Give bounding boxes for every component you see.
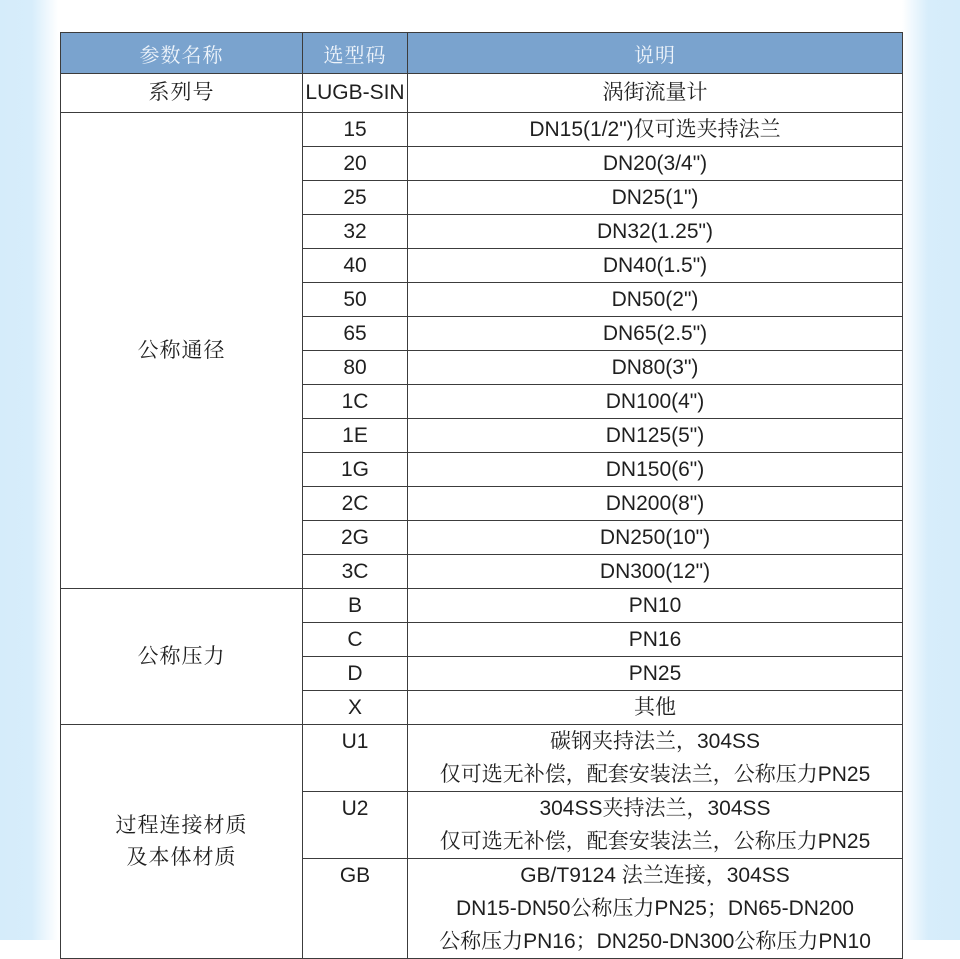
param-group-cell xyxy=(61,589,303,725)
description-cell xyxy=(408,487,903,521)
selection-code-value: 15 xyxy=(343,118,367,141)
description-cell xyxy=(408,691,903,725)
description-line: 其他 xyxy=(634,696,676,719)
selection-code-cell xyxy=(303,589,408,623)
header-description: 说明 xyxy=(408,33,903,74)
param-group-label: 公称通径 xyxy=(137,338,226,362)
selection-code-value: 1G xyxy=(340,458,369,481)
selection-code-value: 2C xyxy=(341,492,369,515)
selection-code-cell xyxy=(303,453,408,487)
param-group-cell xyxy=(61,74,303,113)
description-line: DN125(5") xyxy=(605,424,705,447)
param-group-label: 系列号 xyxy=(148,81,215,104)
description-line: DN15-DN50公称压力PN25；DN65-DN200 xyxy=(456,897,854,920)
description-cell xyxy=(408,657,903,691)
param-group-label: 公称压力 xyxy=(137,644,226,668)
description-line: GB/T9124 法兰连接，304SS xyxy=(520,864,790,887)
selection-code-value: D xyxy=(347,662,363,685)
selection-code-cell xyxy=(303,521,408,555)
selection-code-cell xyxy=(303,691,408,725)
header-selection-code: 选型码 xyxy=(303,33,408,74)
description-cell xyxy=(408,74,903,113)
description-line: 公称压力PN16；DN250-DN300公称压力PN10 xyxy=(439,930,871,953)
description-cell xyxy=(408,385,903,419)
selection-code-value: U2 xyxy=(341,797,369,820)
selection-code-cell xyxy=(303,74,408,113)
selection-code-cell xyxy=(303,555,408,589)
description-line: DN20(3/4") xyxy=(602,152,708,175)
description-line: DN32(1.25") xyxy=(596,220,713,243)
selection-code-cell xyxy=(303,215,408,249)
table-row xyxy=(61,725,903,792)
selection-code-cell xyxy=(303,623,408,657)
selection-code-value: 40 xyxy=(343,254,367,277)
selection-code-value: 32 xyxy=(343,220,367,243)
selection-code-cell xyxy=(303,859,408,959)
description-cell xyxy=(408,215,903,249)
description-line: DN200(8") xyxy=(605,492,705,515)
description-cell xyxy=(408,521,903,555)
selection-code-cell xyxy=(303,657,408,691)
page-left-strip xyxy=(0,0,58,940)
description-cell xyxy=(408,453,903,487)
page-right-strip xyxy=(902,0,960,940)
description-line: DN40(1.5") xyxy=(602,254,708,277)
param-group-label: 及本体材质 xyxy=(126,845,237,869)
selection-code-value: B xyxy=(347,594,362,617)
description-line: DN250(10") xyxy=(599,526,711,549)
selection-code-value: 2G xyxy=(340,526,369,549)
selection-code-cell xyxy=(303,351,408,385)
selection-code-cell xyxy=(303,147,408,181)
selection-code-value: 50 xyxy=(343,288,367,311)
description-line: DN300(12") xyxy=(599,560,711,583)
description-cell xyxy=(408,351,903,385)
table-header xyxy=(61,33,903,74)
description-cell xyxy=(408,623,903,657)
selection-code-value: 20 xyxy=(343,152,367,175)
selection-code-value: 1C xyxy=(341,390,369,413)
selection-code-value: GB xyxy=(339,864,371,887)
table-row xyxy=(61,589,903,623)
description-line: DN80(3") xyxy=(611,356,699,379)
selection-code-value: 80 xyxy=(343,356,367,379)
table-row xyxy=(61,113,903,147)
description-cell xyxy=(408,113,903,147)
selection-code-cell xyxy=(303,725,408,792)
description-line: PN16 xyxy=(628,628,682,651)
description-line: DN25(1") xyxy=(611,186,699,209)
selection-code-value: C xyxy=(347,628,363,651)
selection-code-cell xyxy=(303,317,408,351)
description-cell xyxy=(408,792,903,859)
selection-code-cell xyxy=(303,113,408,147)
selection-code-value: 25 xyxy=(343,186,367,209)
description-cell xyxy=(408,859,903,959)
description-line: PN10 xyxy=(628,594,682,617)
header-row xyxy=(61,33,903,74)
description-cell xyxy=(408,555,903,589)
selection-code-value: 1E xyxy=(342,424,368,447)
selection-code-cell xyxy=(303,487,408,521)
description-line: DN50(2") xyxy=(611,288,699,311)
selection-code-value: 3C xyxy=(341,560,369,583)
selection-code-cell xyxy=(303,283,408,317)
description-line: DN15(1/2")仅可选夹持法兰 xyxy=(529,118,781,141)
header-param-name: 参数名称 xyxy=(61,33,303,74)
table-row xyxy=(61,74,903,113)
selection-code-cell xyxy=(303,249,408,283)
selection-code-cell xyxy=(303,385,408,419)
description-line: 涡街流量计 xyxy=(602,81,708,104)
description-cell xyxy=(408,589,903,623)
selection-code-value: U1 xyxy=(341,730,369,753)
description-line: 碳钢夹持法兰，304SS xyxy=(549,730,761,753)
selection-code-value: 65 xyxy=(343,322,367,345)
description-line: DN100(4") xyxy=(605,390,705,413)
param-group-label: 过程连接材质 xyxy=(115,813,248,837)
table-body xyxy=(61,74,903,959)
description-line: PN25 xyxy=(628,662,682,685)
description-line: 仅可选无补偿，配套安装法兰，公称压力PN25 xyxy=(439,763,871,786)
selection-code-value: X xyxy=(347,696,362,719)
description-cell xyxy=(408,147,903,181)
selection-code-cell xyxy=(303,181,408,215)
description-line: DN65(2.5") xyxy=(602,322,708,345)
description-cell xyxy=(408,317,903,351)
description-cell xyxy=(408,249,903,283)
description-cell xyxy=(408,283,903,317)
selection-code-cell xyxy=(303,792,408,859)
description-line: 304SS夹持法兰，304SS xyxy=(539,797,771,820)
param-group-cell xyxy=(61,113,303,589)
param-group-cell xyxy=(61,725,303,959)
description-cell xyxy=(408,181,903,215)
description-cell xyxy=(408,725,903,792)
description-line: DN150(6") xyxy=(605,458,705,481)
selection-code-cell xyxy=(303,419,408,453)
description-line: 仅可选无补偿，配套安装法兰，公称压力PN25 xyxy=(439,830,871,853)
selection-code-table xyxy=(60,32,903,959)
description-cell xyxy=(408,419,903,453)
selection-code-value: LUGB-SIN xyxy=(305,81,405,104)
